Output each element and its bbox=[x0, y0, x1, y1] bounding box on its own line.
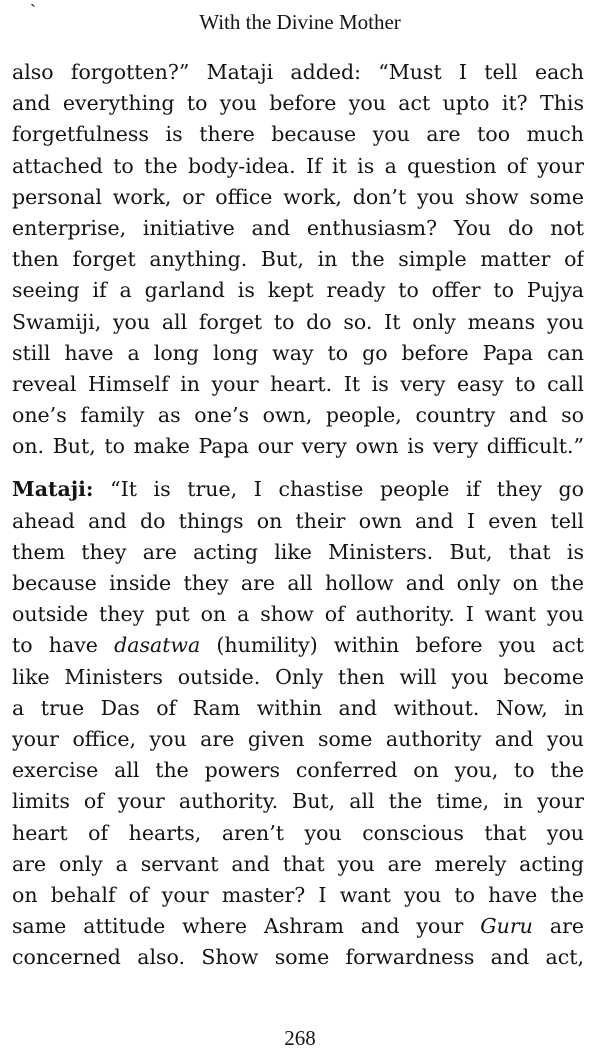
paragraph bbox=[12, 57, 584, 462]
text-line: on. But, to make Papa our very own is very difficult.” bbox=[12, 434, 584, 459]
text-line: heart of hearts, aren’t you conscious that you bbox=[12, 820, 584, 845]
text-line bbox=[12, 630, 584, 661]
text-line: seeing if a garland is kept ready to offer to Pujya bbox=[12, 278, 584, 303]
speaker-label: Mataji: bbox=[12, 477, 94, 502]
text-line: them they are acting like Ministers. But, that is bbox=[12, 539, 584, 564]
text-line: exercise all the powers conferred on you, to the bbox=[12, 758, 584, 783]
paragraph-gap bbox=[12, 462, 584, 474]
italic-term: Guru bbox=[480, 914, 533, 939]
text-line: limits of your authority. But, all the time, in your bbox=[12, 789, 584, 814]
page-number: 268 bbox=[284, 1026, 316, 1050]
text-line: one’s family as one’s own, people, country and so bbox=[12, 403, 584, 428]
italic-term: dasatwa bbox=[114, 633, 201, 658]
text-span: to have bbox=[12, 633, 115, 658]
text-line: a true Das of Ram within and without. Now, in bbox=[12, 695, 584, 720]
text-line: outside they put on a show of authority. I want you bbox=[12, 602, 584, 627]
text-line: concerned also. Show some forwardness and act, bbox=[12, 945, 584, 970]
text-span: (humility) within before you act bbox=[200, 633, 584, 658]
text-line: because inside they are all hollow and only on the bbox=[12, 571, 584, 595]
text-line bbox=[12, 911, 584, 942]
text-span: are bbox=[532, 914, 584, 939]
text-line: and everything to you before you act upto it? This bbox=[12, 91, 584, 116]
body-text bbox=[12, 57, 584, 973]
text-line: like Ministers outside. Only then will you become bbox=[12, 664, 584, 689]
text-line: also forgotten?” Mataji added: “Must I tell each bbox=[12, 60, 584, 84]
text-line: are only a servant and that you are merely acting bbox=[12, 851, 584, 876]
text-line: enterprise, initiative and enthusiasm? You do not bbox=[12, 215, 584, 240]
text-line: still have a long long way to go before Papa can bbox=[12, 340, 584, 365]
stray-mark: ` bbox=[30, 1, 36, 21]
text-line: personal work, or office work, don’t you show some bbox=[12, 184, 584, 209]
text-line: ahead and do things on their own and I even tell bbox=[12, 508, 584, 533]
text-line: Swamiji, you all forget to do so. It only means you bbox=[12, 309, 584, 334]
text-span: same attitude where Ashram and your bbox=[12, 914, 481, 939]
paragraph bbox=[12, 474, 584, 973]
text-span: “It is true, I chastise people if they go bbox=[93, 477, 584, 502]
text-line: then forget anything. But, in the simple matter of bbox=[12, 247, 584, 272]
text-line: reveal Himself in your heart. It is very easy to call bbox=[12, 371, 584, 396]
text-line: forgetfulness is there because you are too much bbox=[12, 122, 584, 147]
text-line: on behalf of your master? I want you to have the bbox=[12, 882, 584, 907]
text-line bbox=[12, 474, 584, 505]
text-line: your office, you are given some authority and you bbox=[12, 726, 584, 751]
running-title: With the Divine Mother bbox=[199, 10, 401, 34]
text-line: attached to the body-idea. If it is a question of your bbox=[12, 153, 584, 178]
